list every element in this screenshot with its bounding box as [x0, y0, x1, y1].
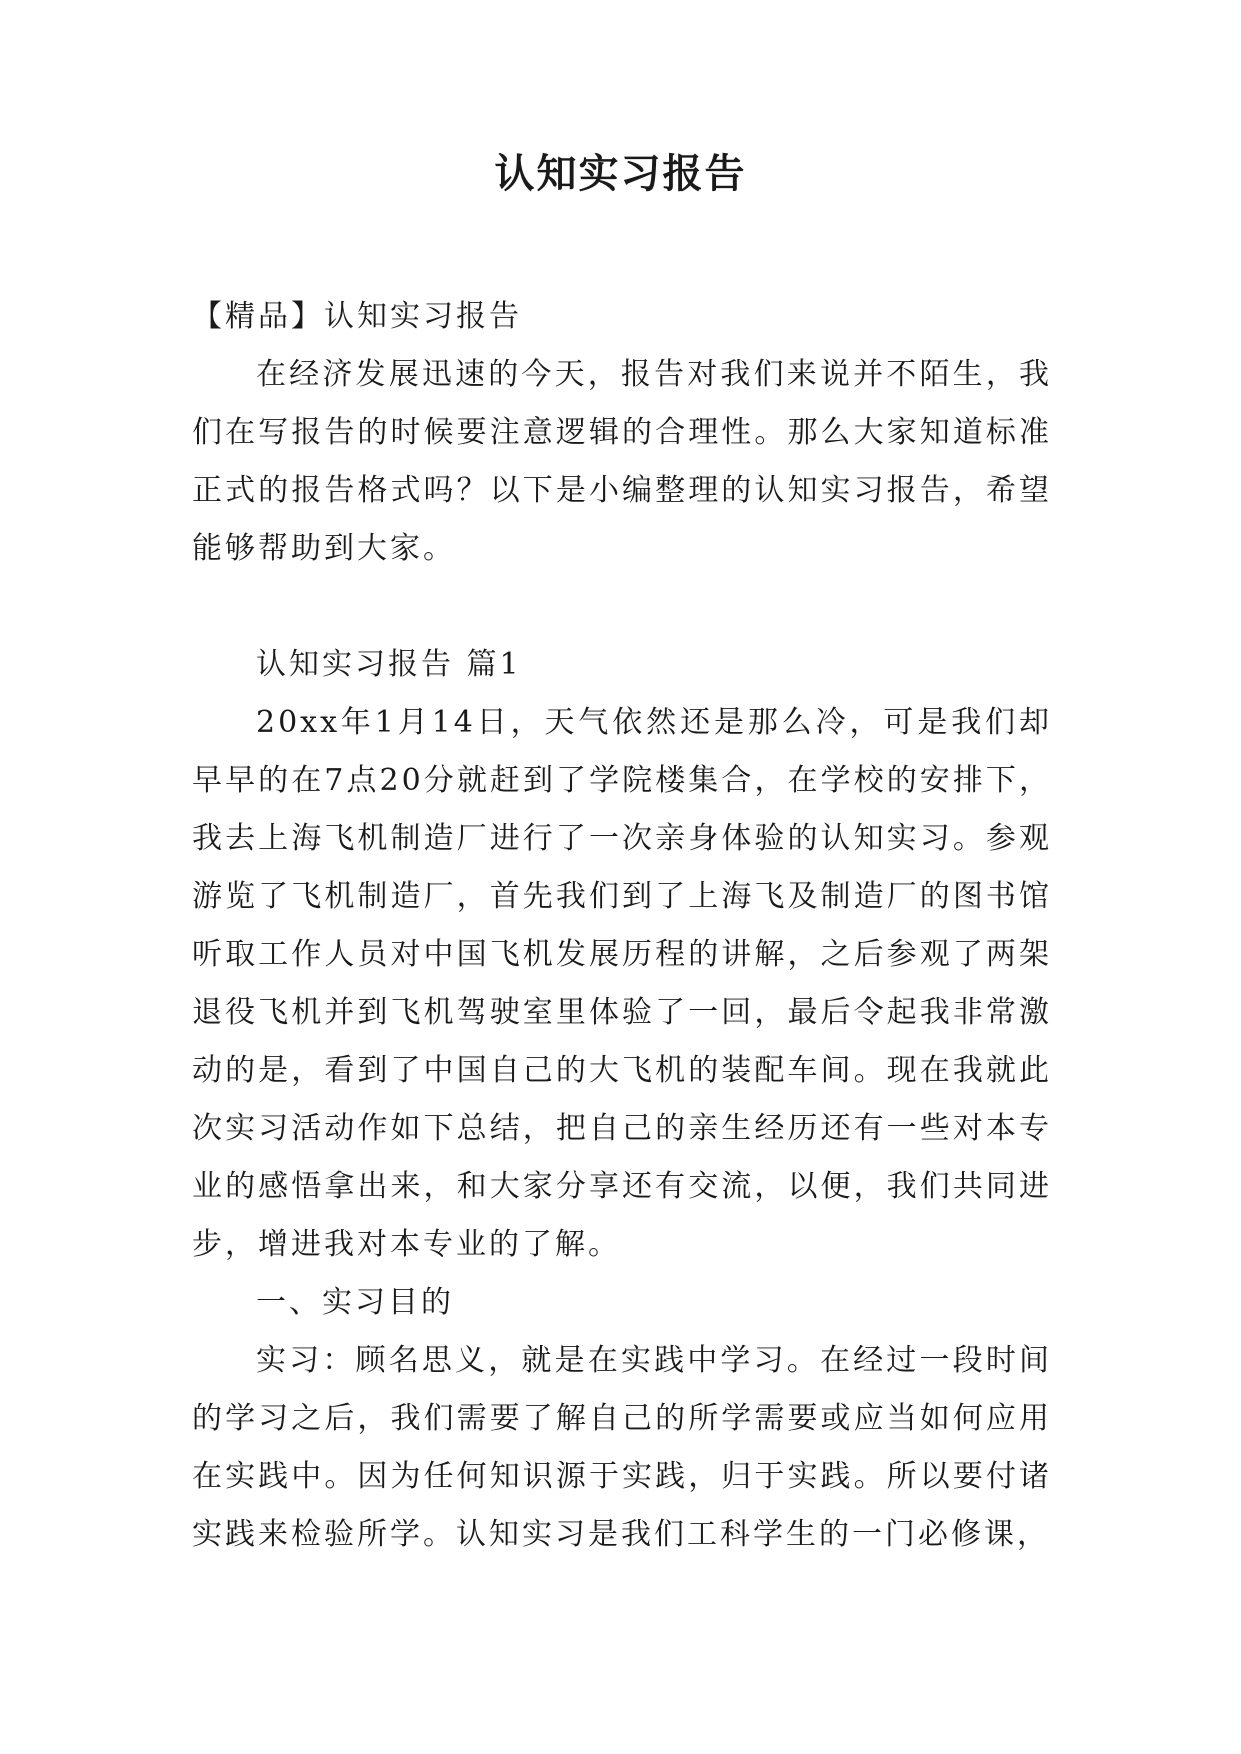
- document-body: [192, 288, 1052, 1564]
- section-heading: 认知实习报告 篇1: [256, 647, 522, 682]
- body-paragraph-2: 实习：顾名思义，就是在实践中学习。在经过一段时间的学习之后，我们需要了解自己的所学需要或应当如何应用在实践中。因为任何知识源于实践，归于实践。所以要付诸实践来检验所学。认知实习是我们工科学生的一门必修课，: [192, 1343, 1052, 1552]
- intro-paragraph: 在经济发展迅速的今天，报告对我们来说并不陌生，我们在写报告的时候要注意逻辑的合理性。那么大家知道标准正式的报告格式吗？以下是小编整理的认知实习报告，希望能够帮助到大家。: [192, 357, 1052, 566]
- document-title: 认知实习报告: [494, 150, 747, 197]
- paragraph-gap: [192, 578, 1052, 636]
- section-heading-purpose: 一、实习目的: [256, 1285, 454, 1320]
- document-subtitle: 【精品】认知实习报告: [192, 299, 522, 334]
- body-paragraph-1: 20xx年1月14日，天气依然还是那么冷，可是我们却早早的在7点20分就赶到了学院楼集合，在学校的安排下，我去上海飞机制造厂进行了一次亲身体验的认知实习。参观游览了飞机制造厂，首先我们到了上海飞及制造厂的图书馆听取工作人员对中国飞机发展历程的讲解，之后参观了两架退役飞机并到飞机驾驶室里体验了一回，最后令起我非常激动的是，看到了中国自己的大飞机的装配车间。现在我就此次实习活动作如下总结，把自己的亲生经历还有一些对本专业的感悟拿出来，和大家分享还有交流，以便，我们共同进步，增进我对本专业的了解。: [192, 705, 1052, 1262]
